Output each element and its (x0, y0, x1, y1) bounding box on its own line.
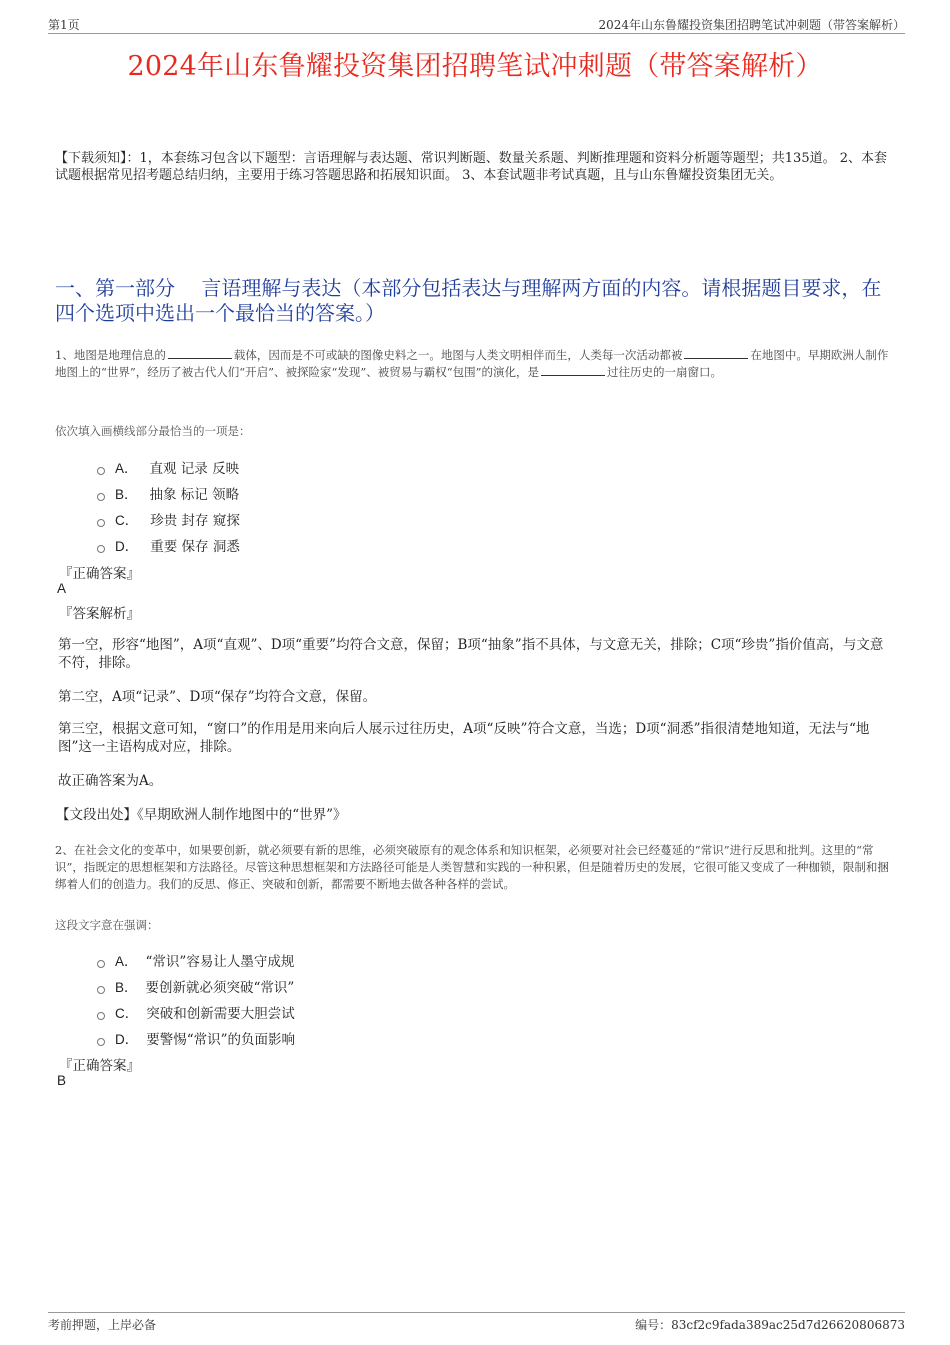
option-d[interactable]: D． 要警惕“常识”的负面影响 (97, 1027, 295, 1053)
radio-icon[interactable] (97, 960, 105, 968)
radio-icon[interactable] (97, 493, 105, 501)
page-header (48, 15, 905, 34)
radio-icon[interactable] (97, 545, 105, 553)
footer-code: 编号：83cf2c9fada389ac25d7d26620806873 (635, 1318, 905, 1332)
option-b[interactable]: B． 要创新就必须突破“常识” (97, 975, 295, 1001)
section-heading: 一、第一部分 言语理解与表达（本部分包括表达与理解两方面的内容。请根据题目要求，在四个选项中选出一个最恰当的答案。） (55, 276, 882, 325)
answer-blank (684, 347, 748, 359)
option-c[interactable]: C． 突破和创新需要大胆尝试 (97, 1001, 295, 1027)
correct-answer: B (57, 1073, 67, 1088)
radio-icon[interactable] (97, 519, 105, 527)
page-footer (48, 1312, 905, 1335)
question-2-stem: 2、在社会文化的变革中，如果要创新，就必须要有新的思维，必须突破原有的观念体系和知识框架，必须要对社会已经蔓延的“常识”进行反思和批判。这里的“常识”，指既定的思想框架和方法路径。尽管这种思想框架和方法路径可能是人类智慧和实践的一种积累，但是随着历史的发展，它很可能又变成了一种枷锁，限制和捆绑着人们的创造力。我们的反思、修正、突破和创新，都需要不断地去做各种各样的尝试。 (55, 843, 889, 891)
answer-label: 『正确答案』 (59, 1058, 140, 1074)
question-1-options (97, 456, 240, 560)
download-notice: 【下载须知】：1，本套练习包含以下题型：言语理解与表达题、常识判断题、数量关系题、判断推理题和资料分析题等题型；共135道。 2、本套试题根据常见招考题总结归纳，主要用于练习答题思路和拓展知识面。 3、本套试题非考试真题，且与山东鲁耀投资集团无关。 (55, 151, 887, 183)
option-d[interactable]: D． 重要 保存 洞悉 (97, 534, 240, 560)
footer-slogan: 考前押题，上岸必备 (48, 1318, 157, 1332)
source-citation: 【文段出处】《早期欧洲人制作地图中的“世界”》 (56, 807, 347, 823)
question-1-stem: 1、地图是地理信息的 载体，因而是不可或缺的图像史料之一。地图与人类文明相伴而生，人类每一次活动都被 在地图中。早期欧洲人制作地图上的“世界”，经历了被古代人们“开启”、被探险家“发现”、被贸易与霸权“包围”的演化，是 过往历史的一扇窗口。 (55, 348, 889, 379)
question-2-options (97, 949, 295, 1053)
analysis-label: 『答案解析』 (59, 606, 140, 622)
analysis-paragraph: 第一空，形容“地图”，A项“直观”、D项“重要”均符合文意，保留；B项“抽象”指不具体，与文意无关，排除；C项“珍贵”指价值高，与文意不符，排除。 (58, 637, 884, 671)
analysis-paragraph: 第二空，A项“记录”、D项“保存”均符合文意，保留。 (58, 689, 377, 705)
question-2-prompt: 这段文字意在强调： (55, 918, 159, 932)
page-number: 第1页 (48, 18, 80, 32)
radio-icon[interactable] (97, 467, 105, 475)
radio-icon[interactable] (97, 986, 105, 994)
radio-icon[interactable] (97, 1012, 105, 1020)
answer-blank (168, 347, 232, 359)
analysis-paragraph: 第三空，根据文意可知，“窗口”的作用是用来向后人展示过往历史，A项“反映”符合文意，当选；D项“洞悉”指很清楚地知道，无法与“地图”这一主语构成对应，排除。 (58, 721, 870, 755)
analysis-paragraph: 故正确答案为A。 (58, 773, 163, 789)
correct-answer: A (57, 581, 67, 596)
option-a[interactable]: A． 直观 记录 反映 (97, 456, 240, 482)
document-title: 2024年山东鲁耀投资集团招聘笔试冲刺题（带答案解析） (127, 51, 823, 82)
answer-label: 『正确答案』 (59, 566, 140, 582)
radio-icon[interactable] (97, 1038, 105, 1046)
answer-blank (541, 364, 605, 376)
option-b[interactable]: B． 抽象 标记 领略 (97, 482, 240, 508)
option-c[interactable]: C． 珍贵 封存 窥探 (97, 508, 240, 534)
question-1-prompt: 依次填入画横线部分最恰当的一项是： (55, 424, 251, 438)
header-doc-title: 2024年山东鲁耀投资集团招聘笔试冲刺题（带答案解析） (598, 18, 905, 32)
option-a[interactable]: A． “常识”容易让人墨守成规 (97, 949, 295, 975)
